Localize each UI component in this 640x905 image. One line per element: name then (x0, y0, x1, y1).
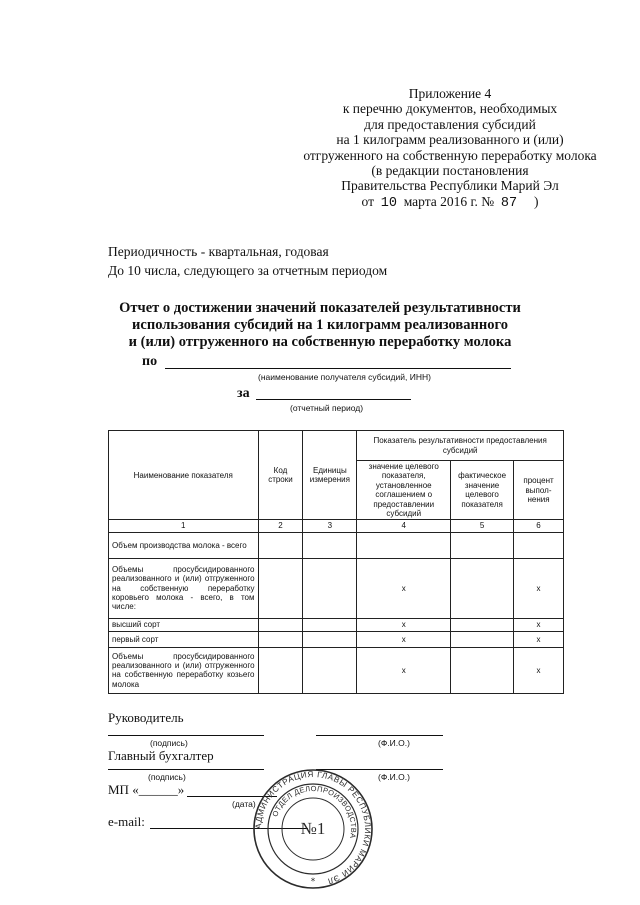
appendix-line: отгруженного на собственную переработку молока (303, 147, 597, 163)
header-unit: Единицы измерения (303, 431, 357, 520)
head-fio-field[interactable] (316, 735, 443, 736)
row-code-cell[interactable] (258, 647, 303, 693)
accountant-fio-caption: (Ф.И.О.) (378, 772, 410, 782)
unit-cell[interactable] (303, 558, 357, 618)
target-cell[interactable]: x (357, 558, 451, 618)
title-line: Отчет о достижении значений показателей результативности (119, 300, 521, 316)
column-number: 1 (109, 520, 259, 532)
column-number: 3 (303, 520, 357, 532)
indicator-name: Объемы просубсидированного реализованного и (или) отгруженного на собственную переработку козьего молока (109, 647, 259, 693)
appendix-line: к перечню документов, необходимых (342, 101, 558, 117)
actual-cell[interactable] (451, 532, 514, 558)
actual-cell[interactable] (451, 647, 514, 693)
report-title (100, 300, 540, 351)
appendix-line: Правительства Республики Марий Эл (341, 178, 559, 194)
resolution-date (300, 194, 600, 211)
indicator-name: высший сорт (109, 618, 259, 631)
recipient-label: по (142, 354, 158, 369)
table-row (109, 532, 564, 558)
indicator-name: первый сорт (109, 631, 259, 647)
period-field[interactable] (256, 399, 411, 400)
period-caption: (отчетный период) (290, 403, 364, 413)
header-percent: процент выпол-нения (514, 461, 564, 520)
recipient-caption: (наименование получателя субсидий, ИНН) (258, 372, 431, 382)
header-target-value: значение целевого показателя, установленное соглашением о предоставлении субсидий (357, 461, 451, 520)
recipient-field[interactable] (165, 368, 511, 369)
appendix-header (300, 86, 600, 211)
date-caption: (дата) (232, 799, 256, 809)
actual-cell[interactable] (451, 558, 514, 618)
target-cell[interactable]: x (357, 618, 451, 631)
indicator-name: Объемы просубсидированного реализованного и (или) отгруженного на собственную переработку коровьего молока - всего, в том числе: (109, 558, 259, 618)
head-signature-field[interactable] (108, 735, 264, 736)
head-signature-caption: (подпись) (150, 738, 188, 748)
title-line: и (или) отгруженного на собственную переработку молока (128, 334, 512, 350)
deadline: До 10 числа, следующего за отчетным периодом (108, 263, 388, 278)
target-cell[interactable] (357, 532, 451, 558)
date-number: 87 (500, 195, 518, 211)
unit-cell[interactable] (303, 618, 357, 631)
row-code-cell[interactable] (258, 532, 303, 558)
row-code-cell[interactable] (258, 618, 303, 631)
column-number: 6 (514, 520, 564, 532)
email-label: e-mail: (108, 814, 145, 829)
column-number: 2 (258, 520, 303, 532)
unit-cell[interactable] (303, 631, 357, 647)
stamp-ring-text: АДМИНИСТРАЦИЯ ГЛАВЫ РЕСПУБЛИКИ МАРИЙ ЭЛ (253, 769, 373, 886)
header-indicator-name: Наименование показателя (109, 431, 259, 520)
actual-cell[interactable] (451, 631, 514, 647)
unit-cell[interactable] (303, 647, 357, 693)
indicator-name: Объем производства молока - всего (109, 532, 259, 558)
column-numbers-row (109, 520, 564, 532)
actual-cell[interactable] (451, 618, 514, 631)
table-row (109, 618, 564, 631)
appendix-line: на 1 килограмм реализованного и (или) (336, 132, 564, 148)
date-rest: марта 2016 г. № (403, 193, 495, 209)
stamp-number: №1 (300, 819, 326, 838)
appendix-line: для предоставления субсидий (364, 116, 536, 132)
table-row (109, 647, 564, 693)
stamp-inner-text: ОТДЕЛ ДЕЛОПРОИЗВОДСТВА (270, 783, 359, 840)
date-close: ) (533, 193, 539, 209)
accountant-label: Главный бухгалтер (108, 748, 214, 763)
date-day: 10 (380, 195, 397, 211)
title-line: использования субсидий на 1 килограмм реализованного (132, 317, 508, 333)
appendix-line: Приложение 4 (408, 86, 492, 101)
date-prefix: от (361, 193, 374, 209)
appendix-line: (в редакции постановления (371, 163, 529, 179)
percent-cell[interactable]: x (514, 558, 564, 618)
table-row (109, 631, 564, 647)
percent-cell[interactable]: x (514, 631, 564, 647)
column-number: 5 (451, 520, 514, 532)
indicators-table (108, 430, 564, 694)
header-actual-value: фактическое значение целевого показателя (451, 461, 514, 520)
column-number: 4 (357, 520, 451, 532)
percent-cell[interactable]: x (514, 618, 564, 631)
percent-cell[interactable] (514, 532, 564, 558)
accountant-signature-caption: (подпись) (148, 772, 186, 782)
head-label: Руководитель (108, 710, 184, 725)
percent-cell[interactable]: x (514, 647, 564, 693)
official-stamp (252, 768, 374, 890)
periodicity: Периодичность - квартальная, годовая (108, 244, 329, 259)
unit-cell[interactable] (303, 532, 357, 558)
accountant-signature-field[interactable] (108, 769, 264, 770)
table-row (109, 558, 564, 618)
header-row-code: Код строки (258, 431, 303, 520)
mp-label: МП «______» (108, 782, 185, 797)
row-code-cell[interactable] (258, 558, 303, 618)
head-fio-caption: (Ф.И.О.) (378, 738, 410, 748)
row-code-cell[interactable] (258, 631, 303, 647)
target-cell[interactable]: x (357, 631, 451, 647)
period-label: за (237, 386, 250, 401)
target-cell[interactable]: x (357, 647, 451, 693)
star-icon: * (310, 877, 316, 887)
header-performance-group: Показатель результативности предоставления субсидий (357, 431, 564, 461)
